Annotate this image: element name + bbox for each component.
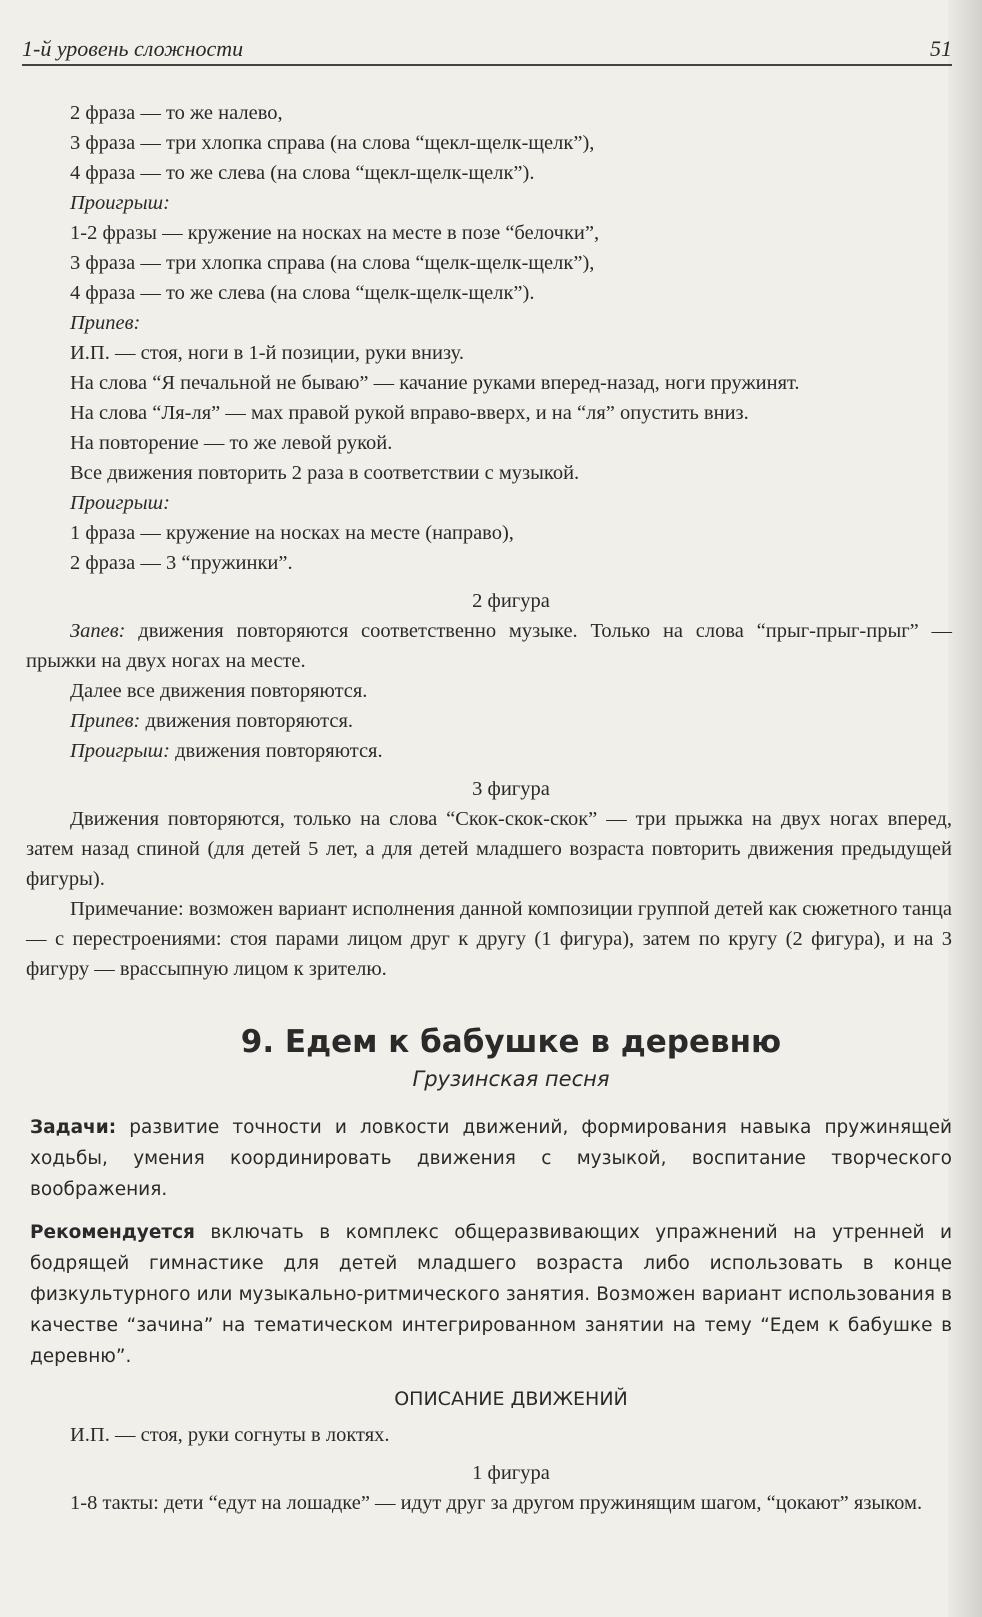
description-heading: ОПИСАНИЕ ДВИЖЕНИЙ (394, 1388, 628, 1410)
text-line: 1 фраза — кружение на носках на месте (направо), (70, 522, 514, 544)
page-number: 51 (930, 36, 952, 61)
recommend-paragraph (30, 1217, 952, 1372)
figure-2-zapev (26, 616, 952, 676)
text-line: 4 фраза — то же слева (на слова “щекл-щелк-щелк”). (70, 162, 535, 184)
figure-3-heading: 3 фигура (472, 778, 550, 800)
text-line: 2 фраза — 3 “пружинки”. (70, 552, 293, 574)
running-title: 1-й уровень сложности (22, 36, 244, 61)
label-proigrysh: Проигрыш: (70, 192, 170, 214)
text-line: 3 фраза — три хлопка справа (на слова “щелк-щелк-щелк”), (70, 252, 595, 274)
figure-3-note: Примечание: возможен вариант исполнения данной композиции группой детей как сюжетного танца — с перестроениями: стоя парами лицом друг к другу (1 фигура), затем по кругу (2 фигура), и на 3 фигуру — врассыпную лицом к зрителю. (26, 898, 952, 980)
figure-1-heading: 1 фигура (472, 1462, 550, 1484)
page-body (26, 98, 952, 1518)
page-header (22, 30, 952, 66)
tasks-label: Задачи: (30, 1117, 117, 1138)
figure-2-proigrysh (70, 736, 952, 766)
tasks-paragraph (30, 1112, 952, 1205)
label-proigrysh: Проигрыш: (70, 492, 170, 514)
figure-3-text: Движения повторяются, только на слова “Скок-скок-скок” — три прыжка на двух ногах вперед, затем назад спиной (для детей 5 лет, а для детей младшего возраста повторить движения предыдущей фигуры). (26, 808, 952, 890)
recommend-label: Рекомендуется (30, 1222, 195, 1243)
text-line: И.П. — стоя, ноги в 1-й позиции, руки внизу. (70, 342, 464, 364)
text-line: 1-2 фразы — кружение на носках на месте в позе “белочки”, (70, 222, 600, 244)
figure-2-pripev (70, 706, 952, 736)
proigrysh-label: Проигрыш: (70, 740, 170, 762)
figure-1-text: 1-8 такты: дети “едут на лошадке” — идут друг за другом пружинящим шагом, “цокают” языком. (70, 1492, 923, 1514)
pripev-text: движения повторяются. (140, 710, 353, 732)
pripev-label: Припев: (70, 710, 141, 732)
label-pripev: Припев: (70, 312, 141, 334)
proigrysh-text: движения повторяются. (170, 740, 383, 762)
recommend-text: включать в комплекс общеразвивающих упражнений на утренней и бодрящей гимнастике для детей младшего возраста либо использовать в конце физкультурного или музыкально-ритмического занятия. Возможен вариант использования в качестве “зачина” на тематическом интегрированном занятии на тему “Едем к бабушке в деревню”. (30, 1222, 952, 1367)
text-line: Далее все движения повторяются. (70, 680, 368, 702)
text-line: На слова “Ля-ля” — мах правой рукой вправо-вверх, и на “ля” опустить вниз. (70, 402, 749, 424)
figure-2-heading: 2 фигура (472, 590, 550, 612)
tasks-text: развитие точности и ловкости движений, формирования навыка пружинящей ходьбы, умения координировать движения с музыкой, воспитание творческого воображения. (30, 1117, 952, 1200)
initial-position: И.П. — стоя, руки согнуты в локтях. (70, 1424, 390, 1446)
text-paragraph: На слова “Я печальной не бываю” — качание руками вперед-назад, ноги пружинят. (70, 372, 800, 394)
text-line: На повторение — то же левой рукой. (70, 432, 393, 454)
text-line: 4 фраза — то же слева (на слова “щелк-щелк-щелк”). (70, 282, 535, 304)
page-edge-shadow (948, 0, 982, 1617)
zapev-label: Запев: (70, 620, 126, 642)
section-subtitle: Грузинская песня (412, 1067, 610, 1091)
text-line: 3 фраза — три хлопка справа (на слова “щекл-щелк-щелк”), (70, 132, 595, 154)
text-line: Все движения повторить 2 раза в соответствии с музыкой. (70, 462, 580, 484)
section-title: 9. Едем к бабушке в деревню (240, 1024, 782, 1060)
zapev-text: движения повторяются соответственно музыке. Только на слова “прыг-прыг-прыг” — прыжки на двух ногах на месте. (26, 620, 952, 672)
text-line: 2 фраза — то же налево, (70, 102, 283, 124)
